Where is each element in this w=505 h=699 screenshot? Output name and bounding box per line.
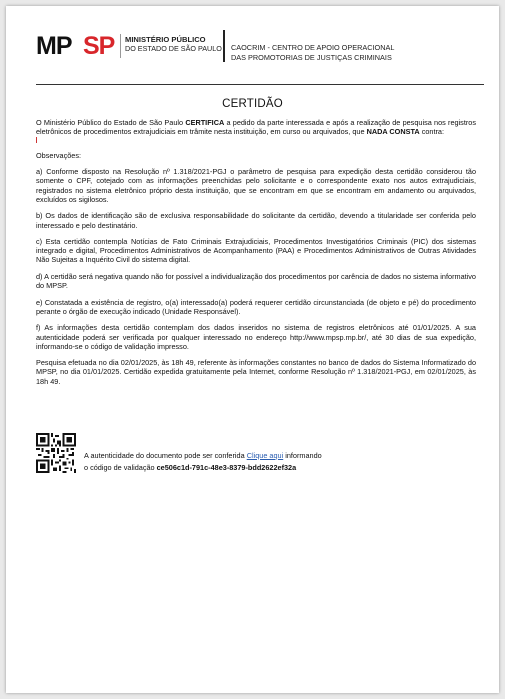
document-title: CERTIDÃO xyxy=(222,98,283,110)
item-d: d) A certidão será negativa quando não for possível a individualização dos procedimentos por carência de dados no sistema informativo do MPSP. xyxy=(36,271,476,291)
header-rule xyxy=(36,84,484,85)
intro-text-1: O Ministério Público do Estado de São Paulo xyxy=(36,118,186,127)
text-cursor-mark xyxy=(36,137,37,143)
department-divider xyxy=(223,30,225,62)
authenticity-block xyxy=(84,450,322,474)
nada-consta-text: NADA CONSTA xyxy=(366,127,420,137)
item-f: f) As informações desta certidão contemplam dos dados inseridos no sistema de registros eletrônicos até 01/01/2025. A sua autenticidade poderá ser verificada por qualquer interessado no endereço http://www.mpsp.mp.br/, até 30 dias de sua expedição, informando-se o código de validação impresso. xyxy=(36,323,476,351)
document-page xyxy=(6,6,499,693)
item-c: c) Esta certidão contempla Notícias de Fato Criminais Extrajudiciais, Procedimentos Investigatórios Criminais (PIC) dos sistemas integrado e digital, Procedimentos Administrativos de Acompanhamento (PAA) e Procedimentos Administrativos de Outras Atividades Não Sujeitas a Inquérito Civil do sistema digital. xyxy=(36,237,476,265)
department-line2: DAS PROMOTORIAS DE JUSTIÇAS CRIMINAIS xyxy=(231,52,392,62)
validation-code-label: o código de validação xyxy=(84,463,157,472)
validation-code: ce506c1d-791c-48e3-8379-bdd2622ef32a xyxy=(156,463,297,472)
authenticity-text: A autenticidade do documento pode ser conferida xyxy=(84,451,247,460)
item-b: b) Os dados de identificação são de exclusiva responsabilidade do solicitante da certidão, devendo a titularidade ser conferida pelo interessado e pelo destinatário. xyxy=(36,211,476,230)
org-name xyxy=(125,35,222,53)
intro-text-2: a pedido da parte interessada e após a realização de pesquisa nos registros eletrônicos de procedimentos extrajudiciais em trâmite nesta instituição, em curso ou arquivados, que xyxy=(36,118,476,137)
item-a: a) Conforme disposto na Resolução nº 1.318/2021-PGJ o parâmetro de pesquisa para expedição desta certidão considerou tão somente o CPF, cotejado com as informações preenchidas pelo solicitante e o correspondente exato nos autos extrajudiciais, registrados no sistema eletrônico próprio desta instituição, que se encontram em que se encontram em andamento ou arquivados, excluídos os sigilosos. xyxy=(36,167,476,204)
logo-sp-text: SP xyxy=(83,32,115,60)
certifica-text: CERTIFICA xyxy=(185,118,225,127)
authenticity-line1 xyxy=(84,450,322,462)
org-name-line1: MINISTÉRIO PÚBLICO xyxy=(125,35,206,44)
authenticity-text-2: informando xyxy=(283,451,322,460)
intro-paragraph xyxy=(36,118,476,143)
logo-mp-text: MP xyxy=(36,32,72,60)
qr-code-icon xyxy=(36,433,76,473)
observacoes-label: Observações: xyxy=(36,150,82,160)
department-name xyxy=(231,43,394,62)
item-e: e) Constatada a existência de registro, o(a) interessado(a) poderá requerer certidão circunstanciada (de objeto e pé) do procedimento perante o órgão de execução indicado (Unidade Responsável). xyxy=(36,297,476,316)
verify-link[interactable]: Clique aqui xyxy=(246,451,284,460)
document-body xyxy=(36,118,476,393)
logo-divider xyxy=(120,34,121,58)
department-line1: CAOCRIM - CENTRO DE APOIO OPERACIONAL xyxy=(231,43,395,52)
letterhead xyxy=(36,32,484,72)
org-name-line2: DO ESTADO DE SÃO PAULO xyxy=(125,44,222,53)
intro-text-3: contra: xyxy=(419,127,445,137)
pesquisa-paragraph: Pesquisa efetuada no dia 02/01/2025, às 18h 49, referente às informações constantes no banco de dados do Sistema Informatizado do MPSP, no dia 01/01/2025. Certidão expedida gratuitamente pela Internet, conforme Resolução nº 1.318/2021-PGJ, em 02/01/2025, às 18h 49. xyxy=(36,358,476,386)
authenticity-line2 xyxy=(84,462,322,474)
